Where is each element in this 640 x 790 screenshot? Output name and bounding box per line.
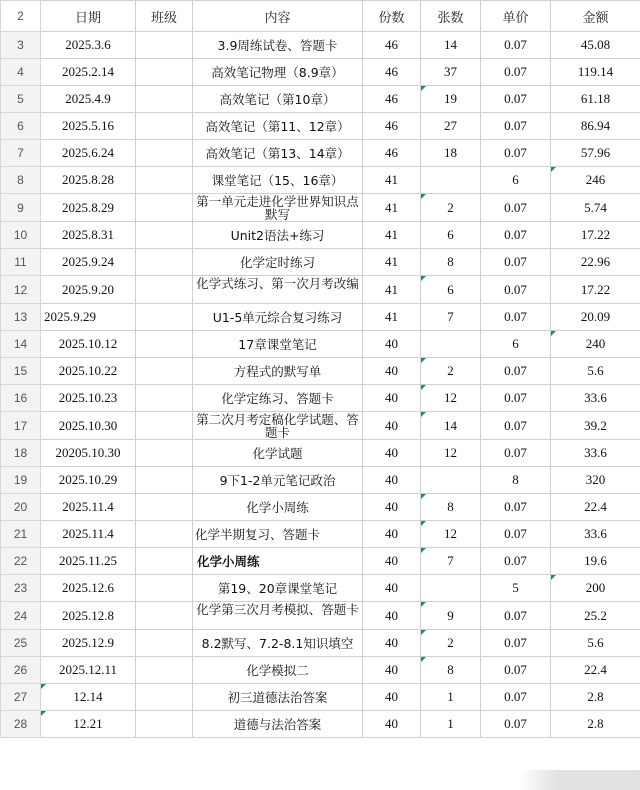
cell-indicator-icon bbox=[421, 602, 426, 607]
copies-cell[interactable]: 40 bbox=[363, 412, 421, 440]
copies-cell[interactable]: 46 bbox=[363, 140, 421, 167]
date-cell[interactable]: 2025.12.11 bbox=[41, 657, 136, 684]
table-row bbox=[1, 113, 640, 140]
header-row bbox=[1, 1, 640, 32]
amount-cell[interactable]: 2.8 bbox=[551, 684, 640, 711]
content-cell[interactable]: 第19、20章课堂笔记 bbox=[193, 575, 363, 602]
unit-price-cell[interactable]: 0.07 bbox=[481, 86, 551, 113]
cell-indicator-icon bbox=[41, 684, 46, 689]
copies-cell[interactable]: 40 bbox=[363, 331, 421, 358]
class-cell[interactable] bbox=[136, 575, 193, 602]
sheets-cell[interactable]: 6 bbox=[421, 222, 481, 249]
sheets-cell[interactable]: 12 bbox=[421, 521, 481, 548]
sheets-cell[interactable]: 7 bbox=[421, 304, 481, 331]
amount-cell[interactable]: 45.08 bbox=[551, 32, 640, 59]
unit-price-cell[interactable]: 6 bbox=[481, 167, 551, 194]
sheets-cell[interactable] bbox=[421, 331, 481, 358]
amount-cell[interactable]: 22.4 bbox=[551, 657, 640, 684]
date-cell[interactable]: 2025.12.6 bbox=[41, 575, 136, 602]
row-number[interactable]: 23 bbox=[1, 575, 41, 602]
amount-cell[interactable]: 25.2 bbox=[551, 602, 640, 630]
date-cell[interactable]: 2025.12.9 bbox=[41, 630, 136, 657]
copies-cell[interactable]: 46 bbox=[363, 59, 421, 86]
copies-cell[interactable]: 40 bbox=[363, 630, 421, 657]
sheets-cell[interactable]: 9 bbox=[421, 602, 481, 630]
row-number[interactable]: 28 bbox=[1, 711, 41, 738]
date-cell[interactable]: 2025.3.6 bbox=[41, 32, 136, 59]
sheets-cell[interactable]: 2 bbox=[421, 630, 481, 657]
date-cell[interactable]: 12.14 bbox=[41, 684, 136, 711]
copies-cell[interactable]: 46 bbox=[363, 32, 421, 59]
content-cell[interactable]: 化学第三次月考模拟、答题卡 bbox=[193, 602, 363, 630]
class-cell[interactable] bbox=[136, 602, 193, 630]
sheets-cell[interactable] bbox=[421, 167, 481, 194]
table-row bbox=[1, 331, 640, 358]
column-header-date[interactable]: 日期 bbox=[41, 1, 136, 32]
column-header-class[interactable]: 班级 bbox=[136, 1, 193, 32]
row-number[interactable]: 3 bbox=[1, 32, 41, 59]
sheets-cell[interactable]: 8 bbox=[421, 657, 481, 684]
unit-price-cell[interactable]: 0.07 bbox=[481, 711, 551, 738]
row-number[interactable]: 6 bbox=[1, 113, 41, 140]
amount-cell[interactable]: 22.4 bbox=[551, 494, 640, 521]
amount-cell[interactable]: 22.96 bbox=[551, 249, 640, 276]
table-row bbox=[1, 167, 640, 194]
copies-cell[interactable]: 41 bbox=[363, 194, 421, 222]
copies-cell[interactable]: 40 bbox=[363, 385, 421, 412]
content-cell[interactable]: 高效笔记（第11、12章） bbox=[193, 113, 363, 140]
table-row bbox=[1, 222, 640, 249]
content-cell[interactable]: 化学模拟二 bbox=[193, 657, 363, 684]
table-row bbox=[1, 494, 640, 521]
content-cell[interactable]: 道德与法治答案 bbox=[193, 711, 363, 738]
content-cell[interactable]: 方程式的默写单 bbox=[193, 358, 363, 385]
class-cell[interactable] bbox=[136, 331, 193, 358]
table-row bbox=[1, 59, 640, 86]
amount-cell[interactable]: 61.18 bbox=[551, 86, 640, 113]
copies-cell[interactable]: 40 bbox=[363, 358, 421, 385]
date-cell[interactable]: 2025.11.4 bbox=[41, 494, 136, 521]
content-cell[interactable]: 化学半期复习、答题卡 bbox=[193, 521, 363, 548]
content-cell[interactable]: 3.9周练试卷、答题卡 bbox=[193, 32, 363, 59]
row-number[interactable]: 5 bbox=[1, 86, 41, 113]
copies-cell[interactable]: 40 bbox=[363, 548, 421, 575]
copies-cell[interactable]: 40 bbox=[363, 684, 421, 711]
class-cell[interactable] bbox=[136, 32, 193, 59]
class-cell[interactable] bbox=[136, 140, 193, 167]
unit-price-cell[interactable]: 0.07 bbox=[481, 521, 551, 548]
amount-cell[interactable]: 119.14 bbox=[551, 59, 640, 86]
copies-cell[interactable]: 46 bbox=[363, 113, 421, 140]
class-cell[interactable] bbox=[136, 249, 193, 276]
amount-cell[interactable]: 57.96 bbox=[551, 140, 640, 167]
sheets-cell[interactable]: 6 bbox=[421, 276, 481, 304]
class-cell[interactable] bbox=[136, 657, 193, 684]
amount-cell[interactable]: 19.6 bbox=[551, 548, 640, 575]
sheets-cell[interactable]: 7 bbox=[421, 548, 481, 575]
amount-cell[interactable]: 240 bbox=[551, 331, 640, 358]
cell-indicator-icon bbox=[421, 548, 426, 553]
date-cell[interactable]: 2025.11.4 bbox=[41, 521, 136, 548]
column-header-copies[interactable]: 份数 bbox=[363, 1, 421, 32]
sheets-cell[interactable]: 27 bbox=[421, 113, 481, 140]
cell-indicator-icon bbox=[421, 521, 426, 526]
cell-indicator-icon bbox=[551, 331, 556, 336]
sheets-cell[interactable] bbox=[421, 467, 481, 494]
sheets-cell[interactable]: 12 bbox=[421, 385, 481, 412]
class-cell[interactable] bbox=[136, 711, 193, 738]
content-cell[interactable]: 化学定练习、答题卡 bbox=[193, 385, 363, 412]
amount-cell[interactable]: 5.74 bbox=[551, 194, 640, 222]
amount-cell[interactable]: 33.6 bbox=[551, 521, 640, 548]
unit-price-cell[interactable]: 0.07 bbox=[481, 412, 551, 440]
amount-cell[interactable]: 320 bbox=[551, 467, 640, 494]
amount-cell[interactable]: 5.6 bbox=[551, 630, 640, 657]
date-cell[interactable]: 2025.9.20 bbox=[41, 276, 136, 304]
row-number[interactable]: 11 bbox=[1, 249, 41, 276]
content-cell[interactable]: 高效笔记（第10章） bbox=[193, 86, 363, 113]
amount-cell[interactable]: 33.6 bbox=[551, 385, 640, 412]
content-cell[interactable]: 9下1-2单元笔记政治 bbox=[193, 467, 363, 494]
date-cell[interactable]: 2025.2.14 bbox=[41, 59, 136, 86]
content-cell[interactable]: 化学试题 bbox=[193, 440, 363, 467]
cell-indicator-icon bbox=[551, 575, 556, 580]
table-row bbox=[1, 575, 640, 602]
table-row bbox=[1, 412, 640, 440]
cell-indicator-icon bbox=[421, 630, 426, 635]
table-row bbox=[1, 385, 640, 412]
sheets-cell[interactable] bbox=[421, 575, 481, 602]
copies-cell[interactable]: 40 bbox=[363, 711, 421, 738]
sheets-cell[interactable]: 8 bbox=[421, 494, 481, 521]
table-row bbox=[1, 358, 640, 385]
sheets-cell[interactable]: 19 bbox=[421, 86, 481, 113]
copies-cell[interactable]: 41 bbox=[363, 222, 421, 249]
date-cell[interactable]: 2025.8.28 bbox=[41, 167, 136, 194]
table-row bbox=[1, 86, 640, 113]
table-row bbox=[1, 521, 640, 548]
row-number[interactable]: 8 bbox=[1, 167, 41, 194]
unit-price-cell[interactable]: 6 bbox=[481, 331, 551, 358]
class-cell[interactable] bbox=[136, 548, 193, 575]
unit-price-cell[interactable]: 0.07 bbox=[481, 304, 551, 331]
copies-cell[interactable]: 40 bbox=[363, 575, 421, 602]
copies-cell[interactable]: 46 bbox=[363, 86, 421, 113]
amount-cell[interactable]: 39.2 bbox=[551, 412, 640, 440]
copies-cell[interactable]: 41 bbox=[363, 167, 421, 194]
content-cell[interactable]: 第一单元走进化学世界知识点默写 bbox=[193, 194, 363, 222]
unit-price-cell[interactable]: 0.07 bbox=[481, 140, 551, 167]
row-number[interactable]: 19 bbox=[1, 467, 41, 494]
amount-cell[interactable]: 5.6 bbox=[551, 358, 640, 385]
amount-cell[interactable]: 246 bbox=[551, 167, 640, 194]
unit-price-cell[interactable]: 0.07 bbox=[481, 657, 551, 684]
sheets-cell[interactable]: 37 bbox=[421, 59, 481, 86]
cell-indicator-icon bbox=[421, 194, 426, 199]
class-cell[interactable] bbox=[136, 467, 193, 494]
unit-price-cell[interactable]: 8 bbox=[481, 467, 551, 494]
copies-cell[interactable]: 41 bbox=[363, 276, 421, 304]
class-cell[interactable] bbox=[136, 304, 193, 331]
row-number[interactable]: 15 bbox=[1, 358, 41, 385]
copies-cell[interactable]: 40 bbox=[363, 440, 421, 467]
unit-price-cell[interactable]: 0.07 bbox=[481, 358, 551, 385]
content-cell[interactable]: 初三道德法治答案 bbox=[193, 684, 363, 711]
row-number[interactable]: 26 bbox=[1, 657, 41, 684]
sheets-cell[interactable]: 12 bbox=[421, 440, 481, 467]
copies-cell[interactable]: 41 bbox=[363, 304, 421, 331]
row-number[interactable]: 9 bbox=[1, 194, 41, 222]
row-number[interactable]: 10 bbox=[1, 222, 41, 249]
amount-cell[interactable]: 2.8 bbox=[551, 711, 640, 738]
date-cell[interactable]: 2025.9.24 bbox=[41, 249, 136, 276]
unit-price-cell[interactable]: 0.07 bbox=[481, 32, 551, 59]
cell-indicator-icon bbox=[421, 412, 426, 417]
table-row bbox=[1, 657, 640, 684]
content-cell[interactable]: U1-5单元综合复习练习 bbox=[193, 304, 363, 331]
table-row bbox=[1, 548, 640, 575]
unit-price-cell[interactable]: 0.07 bbox=[481, 276, 551, 304]
unit-price-cell[interactable]: 0.07 bbox=[481, 222, 551, 249]
class-cell[interactable] bbox=[136, 494, 193, 521]
amount-cell[interactable]: 86.94 bbox=[551, 113, 640, 140]
table-row bbox=[1, 249, 640, 276]
copies-cell[interactable]: 40 bbox=[363, 521, 421, 548]
sheets-cell[interactable]: 14 bbox=[421, 32, 481, 59]
row-number[interactable]: 16 bbox=[1, 385, 41, 412]
sheets-cell[interactable]: 1 bbox=[421, 684, 481, 711]
row-number[interactable]: 20 bbox=[1, 494, 41, 521]
class-cell[interactable] bbox=[136, 440, 193, 467]
class-cell[interactable] bbox=[136, 194, 193, 222]
cell-indicator-icon bbox=[551, 167, 556, 172]
class-cell[interactable] bbox=[136, 521, 193, 548]
date-cell[interactable]: 2025.11.25 bbox=[41, 548, 136, 575]
content-cell[interactable]: 第二次月考定稿化学试题、答题卡 bbox=[193, 412, 363, 440]
row-number[interactable]: 12 bbox=[1, 276, 41, 304]
row-number[interactable]: 21 bbox=[1, 521, 41, 548]
amount-cell[interactable]: 17.22 bbox=[551, 276, 640, 304]
copies-cell[interactable]: 40 bbox=[363, 494, 421, 521]
column-header-sheets[interactable]: 张数 bbox=[421, 1, 481, 32]
date-cell[interactable]: 2025.8.31 bbox=[41, 222, 136, 249]
table-row bbox=[1, 276, 640, 304]
unit-price-cell[interactable]: 0.07 bbox=[481, 602, 551, 630]
content-cell[interactable]: 高效笔记物理（8.9章） bbox=[193, 59, 363, 86]
unit-price-cell[interactable]: 0.07 bbox=[481, 59, 551, 86]
row-number[interactable]: 27 bbox=[1, 684, 41, 711]
copies-cell[interactable]: 40 bbox=[363, 467, 421, 494]
blur-overlay bbox=[520, 770, 640, 790]
class-cell[interactable] bbox=[136, 385, 193, 412]
date-cell[interactable]: 2025.6.24 bbox=[41, 140, 136, 167]
row-number[interactable]: 25 bbox=[1, 630, 41, 657]
table-row bbox=[1, 304, 640, 331]
row-number[interactable]: 2 bbox=[1, 1, 41, 32]
table-row bbox=[1, 32, 640, 59]
date-cell[interactable]: 2025.12.8 bbox=[41, 602, 136, 630]
content-cell[interactable]: 化学式练习、第一次月考改编 bbox=[193, 276, 363, 304]
table-row bbox=[1, 711, 640, 738]
row-number[interactable]: 24 bbox=[1, 602, 41, 630]
cell-indicator-icon bbox=[421, 86, 426, 91]
unit-price-cell[interactable]: 0.07 bbox=[481, 440, 551, 467]
cell-indicator-icon bbox=[421, 358, 426, 363]
table-row bbox=[1, 630, 640, 657]
date-cell[interactable]: 20205.10.30 bbox=[41, 440, 136, 467]
content-cell[interactable]: 化学定时练习 bbox=[193, 249, 363, 276]
row-number[interactable]: 22 bbox=[1, 548, 41, 575]
date-cell[interactable]: 2025.5.16 bbox=[41, 113, 136, 140]
content-cell[interactable]: Unit2语法+练习 bbox=[193, 222, 363, 249]
date-cell[interactable]: 2025.8.29 bbox=[41, 194, 136, 222]
column-header-unit-price[interactable]: 单价 bbox=[481, 1, 551, 32]
amount-cell[interactable]: 200 bbox=[551, 575, 640, 602]
date-cell[interactable]: 2025.10.22 bbox=[41, 358, 136, 385]
class-cell[interactable] bbox=[136, 113, 193, 140]
row-number[interactable]: 14 bbox=[1, 331, 41, 358]
table-row bbox=[1, 140, 640, 167]
cell-indicator-icon bbox=[41, 711, 46, 716]
cell-indicator-icon bbox=[421, 385, 426, 390]
amount-cell[interactable]: 17.22 bbox=[551, 222, 640, 249]
content-cell[interactable]: 化学小周练 bbox=[193, 548, 363, 575]
table-row bbox=[1, 440, 640, 467]
class-cell[interactable] bbox=[136, 630, 193, 657]
unit-price-cell[interactable]: 0.07 bbox=[481, 494, 551, 521]
unit-price-cell[interactable]: 0.07 bbox=[481, 385, 551, 412]
class-cell[interactable] bbox=[136, 412, 193, 440]
column-header-content[interactable]: 内容 bbox=[193, 1, 363, 32]
date-cell[interactable]: 2025.10.29 bbox=[41, 467, 136, 494]
copies-cell[interactable]: 40 bbox=[363, 657, 421, 684]
content-cell[interactable]: 高效笔记（第13、14章） bbox=[193, 140, 363, 167]
class-cell[interactable] bbox=[136, 222, 193, 249]
class-cell[interactable] bbox=[136, 167, 193, 194]
cell-indicator-icon bbox=[421, 494, 426, 499]
sheets-cell[interactable]: 2 bbox=[421, 358, 481, 385]
cell-indicator-icon bbox=[421, 276, 426, 281]
class-cell[interactable] bbox=[136, 358, 193, 385]
content-cell[interactable]: 17章课堂笔记 bbox=[193, 331, 363, 358]
unit-price-cell[interactable]: 0.07 bbox=[481, 249, 551, 276]
sheets-cell[interactable]: 14 bbox=[421, 412, 481, 440]
table-row bbox=[1, 467, 640, 494]
date-cell[interactable]: 2025.9.29 bbox=[41, 304, 136, 331]
date-cell[interactable]: 2025.10.12 bbox=[41, 331, 136, 358]
copies-cell[interactable]: 41 bbox=[363, 249, 421, 276]
amount-cell[interactable]: 20.09 bbox=[551, 304, 640, 331]
date-cell[interactable]: 2025.10.23 bbox=[41, 385, 136, 412]
sheets-cell[interactable]: 18 bbox=[421, 140, 481, 167]
cell-indicator-icon bbox=[421, 657, 426, 662]
sheets-cell[interactable]: 8 bbox=[421, 249, 481, 276]
unit-price-cell[interactable]: 5 bbox=[481, 575, 551, 602]
sheets-cell[interactable]: 2 bbox=[421, 194, 481, 222]
class-cell[interactable] bbox=[136, 59, 193, 86]
date-cell[interactable]: 2025.10.30 bbox=[41, 412, 136, 440]
unit-price-cell[interactable]: 0.07 bbox=[481, 194, 551, 222]
row-number[interactable]: 13 bbox=[1, 304, 41, 331]
content-cell[interactable]: 8.2默写、7.2-8.1知识填空 bbox=[193, 630, 363, 657]
class-cell[interactable] bbox=[136, 684, 193, 711]
content-cell[interactable]: 课堂笔记（15、16章） bbox=[193, 167, 363, 194]
table-row bbox=[1, 602, 640, 630]
sheets-cell[interactable]: 1 bbox=[421, 711, 481, 738]
class-cell[interactable] bbox=[136, 86, 193, 113]
date-cell[interactable]: 12.21 bbox=[41, 711, 136, 738]
row-number[interactable]: 18 bbox=[1, 440, 41, 467]
content-cell[interactable]: 化学小周练 bbox=[193, 494, 363, 521]
unit-price-cell[interactable]: 0.07 bbox=[481, 548, 551, 575]
row-number[interactable]: 7 bbox=[1, 140, 41, 167]
amount-cell[interactable]: 33.6 bbox=[551, 440, 640, 467]
table-row bbox=[1, 684, 640, 711]
unit-price-cell[interactable]: 0.07 bbox=[481, 684, 551, 711]
date-cell[interactable]: 2025.4.9 bbox=[41, 86, 136, 113]
unit-price-cell[interactable]: 0.07 bbox=[481, 113, 551, 140]
copies-cell[interactable]: 40 bbox=[363, 602, 421, 630]
unit-price-cell[interactable]: 0.07 bbox=[481, 630, 551, 657]
row-number[interactable]: 17 bbox=[1, 412, 41, 440]
row-number[interactable]: 4 bbox=[1, 59, 41, 86]
table-row bbox=[1, 194, 640, 222]
class-cell[interactable] bbox=[136, 276, 193, 304]
column-header-amount[interactable]: 金额 bbox=[551, 1, 640, 32]
